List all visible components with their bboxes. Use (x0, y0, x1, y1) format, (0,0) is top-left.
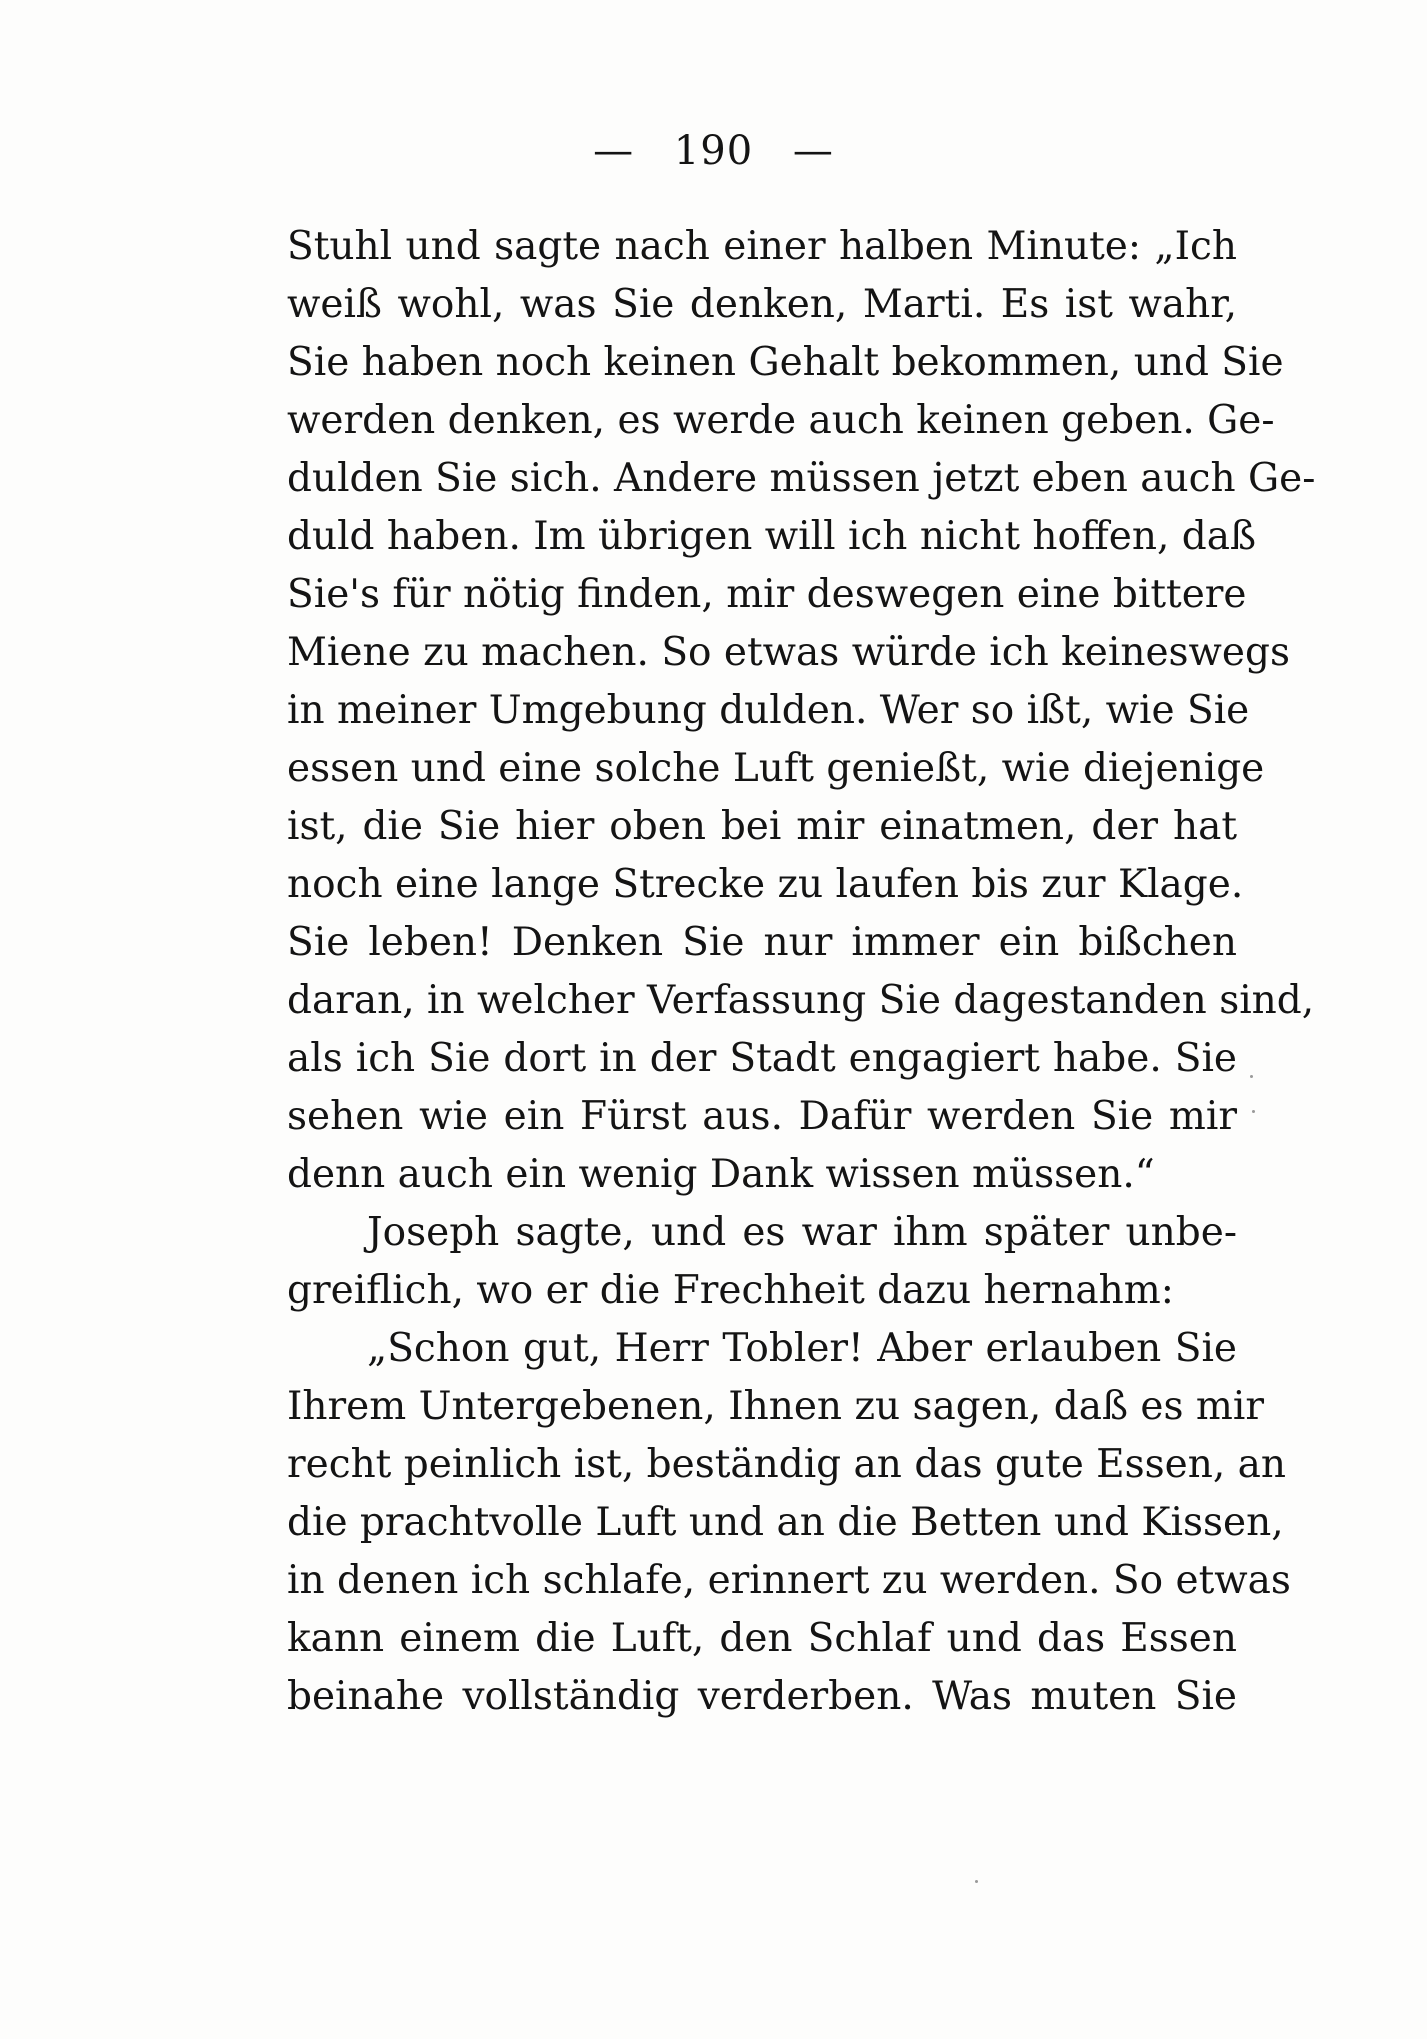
text-line: als ich Sie dort in der Stadt engagiert habe. Sie (287, 1036, 1237, 1081)
text-line: Miene zu machen. So etwas würde ich keineswegs (287, 630, 1290, 675)
text-line: sehen wie ein Fürst aus. Dafür werden Sie mir (287, 1094, 1237, 1139)
text-line: ist, die Sie hier oben bei mir einatmen, der hat (287, 804, 1237, 849)
header-dash-left: — (593, 128, 635, 174)
page-number: 190 (673, 128, 754, 174)
text-line: essen und eine solche Luft genießt, wie diejenige (287, 746, 1265, 791)
text-line: in denen ich schlafe, erinnert zu werden. So etwas (287, 1558, 1291, 1603)
text-line: recht peinlich ist, beständig an das gute Essen, an (287, 1442, 1287, 1487)
paper-speck (1252, 1110, 1255, 1113)
paper-speck (1250, 1075, 1253, 1078)
text-line: werden denken, es werde auch keinen geben. Ge- (287, 398, 1275, 443)
text-line: Stuhl und sagte nach einer halben Minute: „Ich (287, 224, 1237, 269)
text-line: Ihrem Untergebenen, Ihnen zu sagen, daß es mir (287, 1384, 1264, 1429)
page-header (0, 128, 1427, 174)
text-line-indented: „Schon gut, Herr Tobler! Aber erlauben Sie (367, 1326, 1237, 1371)
text-line: noch eine lange Strecke zu laufen bis zur Klage. (287, 862, 1244, 907)
text-line: Sie haben noch keinen Gehalt bekommen, und Sie (287, 340, 1284, 385)
paper-speck (975, 1880, 978, 1883)
text-line: in meiner Umgebung dulden. Wer so ißt, wie Sie (287, 688, 1250, 733)
text-line: Sie leben! Denken Sie nur immer ein bißchen (287, 920, 1237, 965)
text-line: weiß wohl, was Sie denken, Marti. Es ist wahr, (287, 282, 1237, 327)
text-line: kann einem die Luft, den Schlaf und das Essen (287, 1616, 1237, 1661)
text-line: denn auch ein wenig Dank wissen müssen.“ (287, 1152, 1155, 1197)
text-line: duld haben. Im übrigen will ich nicht hoffen, daß (287, 514, 1257, 559)
text-line-indented: Joseph sagte, und es war ihm später unbe- (367, 1210, 1237, 1255)
text-line: Sie's für nötig finden, mir deswegen eine bittere (287, 572, 1247, 617)
text-line: daran, in welcher Verfassung Sie dagestanden sind, (287, 978, 1315, 1023)
text-line: die prachtvolle Luft und an die Betten und Kissen, (287, 1500, 1284, 1545)
text-line: greiflich, wo er die Frechheit dazu hernahm: (287, 1268, 1174, 1313)
body-text (287, 218, 1316, 1726)
text-line: dulden Sie sich. Andere müssen jetzt eben auch Ge- (287, 456, 1316, 501)
header-dash-right: — (792, 128, 834, 174)
text-line: beinahe vollständig verderben. Was muten Sie (287, 1674, 1237, 1719)
